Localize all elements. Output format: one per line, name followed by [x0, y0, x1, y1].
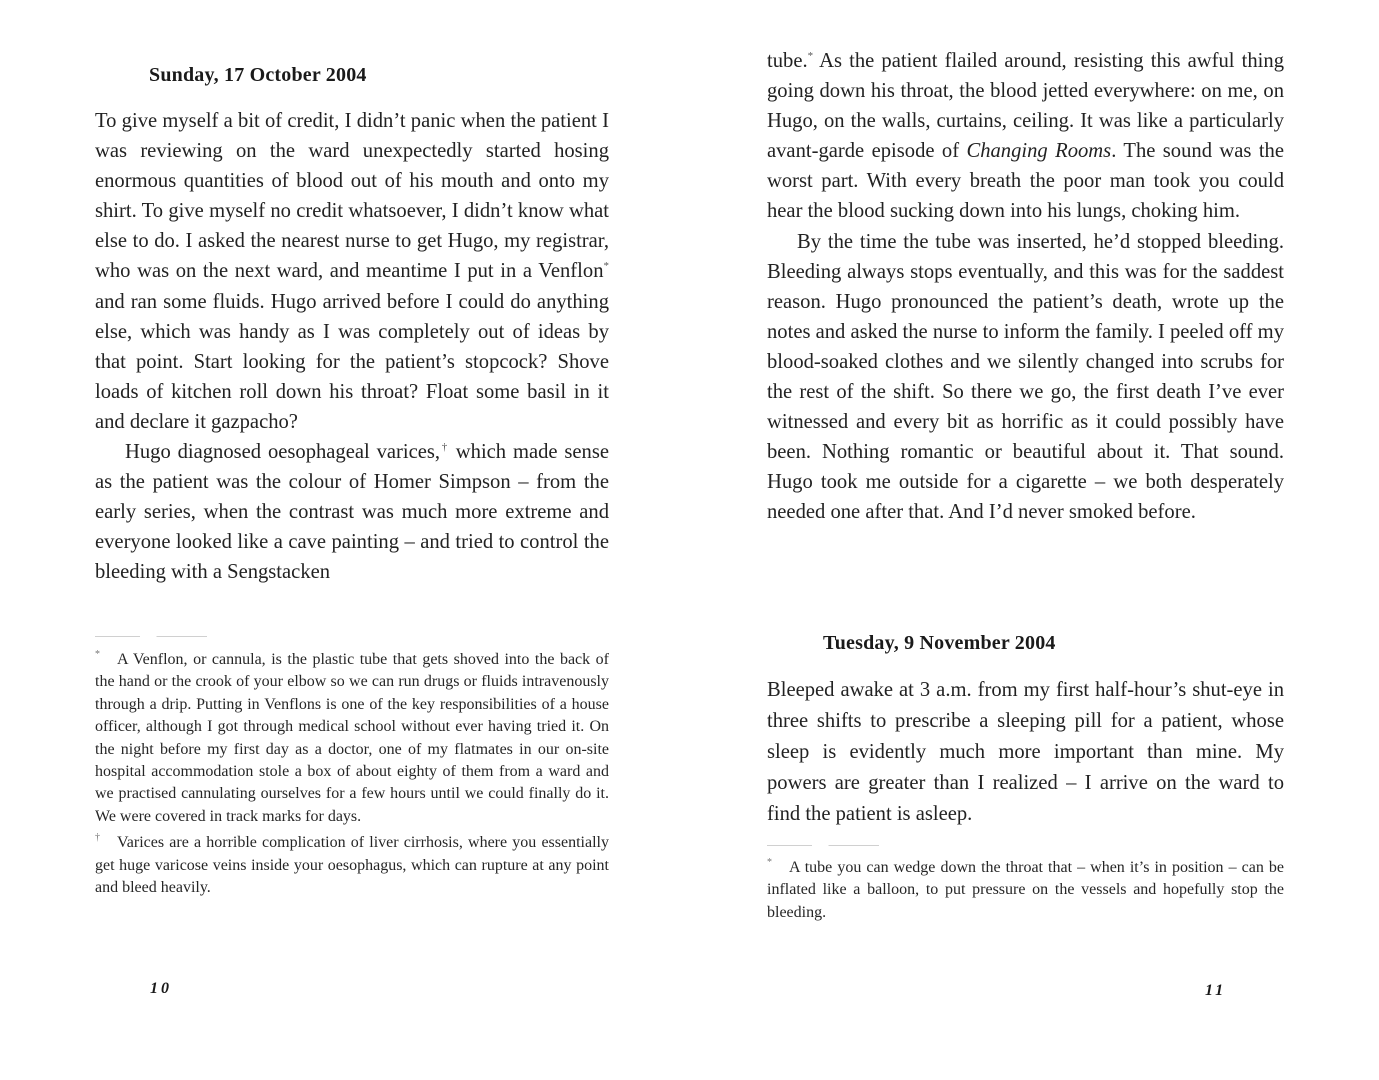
paragraph: tube.* As the patient flailed around, resisting this awful thing going down his throat, the blood jetted everywhere: on me, on Hugo, on the walls, curtains, ceiling. It was like a particularly avant-garde episode of Changing Rooms. The sound was the worst part. With every breath the poor man took you could hear the blood sucking down into his lungs, choking him. [767, 50, 1284, 223]
footnote-mark: * [95, 649, 100, 660]
page-number: 10 [150, 980, 172, 997]
footnote-divider [767, 845, 879, 846]
show-title: Changing Rooms [966, 140, 1112, 163]
paragraph: Hugo diagnosed oesophageal varices,† which made sense as the patient was the colour of Homer Simpson – from the early series, when the contrast was much more extreme and everyone looked like a cave painting – and tried to control the bleeding with a Sengstacken [95, 441, 609, 584]
footnote: * A Venflon, or cannula, is the plastic tube that gets shoved into the back of the hand or the crook of your elbow so we can run drugs or fluids intravenously through a drip. Putting in Venflons is one of the key responsibilities of a house officer, although I got through medical school without ever having tried it. On the night before my first day as a doctor, one of my flatmates in our on-site hospital accommodation stole a box of about eighty of them from a ward and we practised cannulating ourselves for a few hours until we could finally do it. We were covered in track marks for days. [95, 649, 609, 828]
page-number: 11 [1205, 982, 1227, 999]
right-page [767, 0, 1284, 1080]
entry-date-heading: Tuesday, 9 November 2004 [823, 632, 1056, 654]
footnote-divider [95, 636, 207, 637]
continued-body [767, 46, 1284, 528]
paragraph: By the time the tube was inserted, he’d stopped bleeding. Bleeding always stops eventually, and this was for the saddest reason. Hugo pronounced the patient’s death, wrote up the notes and asked the nurse to inform the family. I peeled off my blood-soaked clothes and we silently changed into scrubs for the rest of the shift. So there we go, the first death I’ve ever witnessed and every bit as horrific as it could possibly have been. Nothing romantic or beautiful about it. That sound. Hugo took me outside for a cigarette – we both desperately needed one after that. And I’d never smoked before. [767, 230, 1284, 524]
entry-body [95, 106, 609, 588]
paragraph: Bleeped awake at 3 a.m. from my first half-hour’s shut-eye in three shifts to prescribe a sleeping pill for a patient, whose sleep is evidently much more important than mine. My powers are greater than I realized – I arrive on the ward to find the patient is asleep. [767, 679, 1284, 825]
footnote-mark: * [767, 857, 772, 868]
footnotes [767, 857, 1284, 928]
paragraph: To give myself a bit of credit, I didn’t panic when the patient I was reviewing on the ward unexpectedly started hosing enormous quantities of blood out of his mouth and onto my shirt. To give myself no credit whatsoever, I didn’t know what else to do. I asked the nearest nurse to get Hugo, my registrar, who was on the next ward, and meantime I put in a Venflon* and ran some fluids. Hugo arrived before I could do anything else, which was handy as I was completely out of ideas by that point. Start looking for the patient’s stopcock? Shove loads of kitchen roll down his throat? Float some basil in it and declare it gazpacho? [95, 110, 609, 433]
footnote-mark: † [95, 832, 100, 844]
footnote-ref[interactable]: * [807, 50, 814, 63]
footnote-ref[interactable]: * [603, 260, 609, 273]
entry-date-heading: Sunday, 17 October 2004 [149, 64, 367, 86]
entry-body [767, 675, 1284, 830]
footnote: † Varices are a horrible complication of liver cirrhosis, where you essentially get huge varicose veins inside your oesophagus, which can rupture at any point and bleed heavily. [95, 832, 609, 899]
left-page [95, 0, 609, 1080]
footnotes [95, 649, 609, 903]
footnote-ref[interactable]: † [440, 441, 449, 454]
footnote: * A tube you can wedge down the throat that – when it’s in position – can be inflated like a balloon, to put pressure on the vessels and hopefully stop the bleeding. [767, 857, 1284, 924]
